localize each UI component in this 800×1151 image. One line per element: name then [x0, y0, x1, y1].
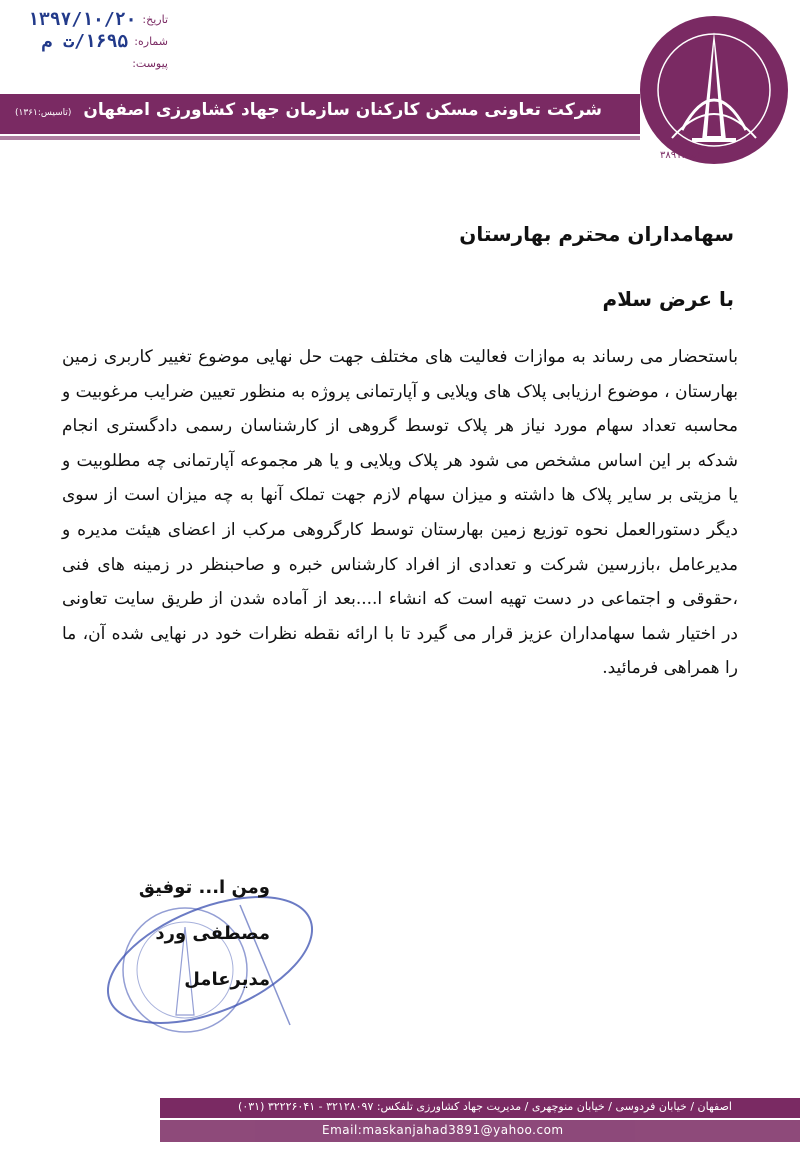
founded-note: (تاسیس:۱۳۶۱): [15, 108, 72, 118]
signatory-name: مصطفی ورد: [155, 923, 270, 944]
letterhead-stripe: [0, 136, 640, 140]
registration-number: ثبت:۳۸۹۱: [660, 150, 701, 161]
signatory-position: مدیرعامل: [184, 969, 270, 990]
letter-body: باستحضار می رساند به موازات فعالیت های مختلف جهت حل نهایی موضوع تغییر کاربری زمین بهارستان ، موضوع ارزیابی پلاک های ویلایی و آپارتمانی پروژه به منظور تعیین ضرایب مرغوبیت و محاسبه تعداد سهام مورد نیاز هر پلاک توسط گروهی از کارشناسان رسمی دادگستری انجام شدکه بر این اساس مشخص می شود هر پلاک ویلایی و یا هر مجموعه آپارتمانی چه مطلوبیت و یا مزیتی بر سایر پلاک ها داشته و میزان سهام لازم جهت تملک آنها به چه میزان است از سوی دیگر دستورالعمل نحوه توزیع زمین بهارستان توسط کارگروهی مرکب از اعضای هیئت مدیره و مدیرعامل ،بازرسین شرکت و تعدادی از افراد کارشناس خبره و صاحبنظر در زمینه های فنی ،حقوقی و اجتماعی در دست تهیه است که انشاء ا....بعد از آماده شدن از طریق سایت تعاونی در اختیار شما سهامداران عزیز قرار می گیرد تا با ارائه نقطه نظرات خود در نهایی شده آن، ما را همراهی فرمائید.: [62, 347, 738, 679]
attachment-row: [8, 52, 168, 74]
number-label: شماره:: [134, 34, 168, 48]
date-value: ۱۳۹۷/۱۰/۲۰: [28, 8, 137, 30]
greeting: با عرض سلام: [602, 287, 734, 311]
number-value: ۱۶۹۵/ت م: [41, 30, 129, 52]
signature-block: [100, 865, 270, 1003]
letterhead-bar: [0, 94, 640, 134]
closing-line: ومن ا... توفیق: [138, 877, 270, 898]
number-row: [8, 30, 168, 52]
footer-address: اصفهان / خیابان فردوسی / خیابان منوچهری / مدیریت جهاد کشاورزی تلفکس: ۳۲۱۲۸۰۹۷ - ۳۲۲۲۶۰۴۱ (۰۳۱): [238, 1100, 732, 1113]
company-name: شرکت تعاونی مسکن کارکنان سازمان جهاد کشاورزی اصفهان: [83, 100, 602, 120]
footer-email-bar: [160, 1120, 800, 1142]
company-title: [15, 100, 602, 120]
salutation: سهامداران محترم بهارستان: [459, 222, 734, 246]
date-label: تاریخ:: [142, 12, 168, 26]
date-row: [8, 8, 168, 30]
company-logo-icon: [632, 10, 792, 175]
footer-email: Email:maskanjahad3891@yahoo.com: [322, 1123, 564, 1137]
letter-meta: [8, 8, 168, 74]
attachment-label: پیوست:: [132, 56, 168, 70]
footer-bar: [160, 1098, 800, 1118]
